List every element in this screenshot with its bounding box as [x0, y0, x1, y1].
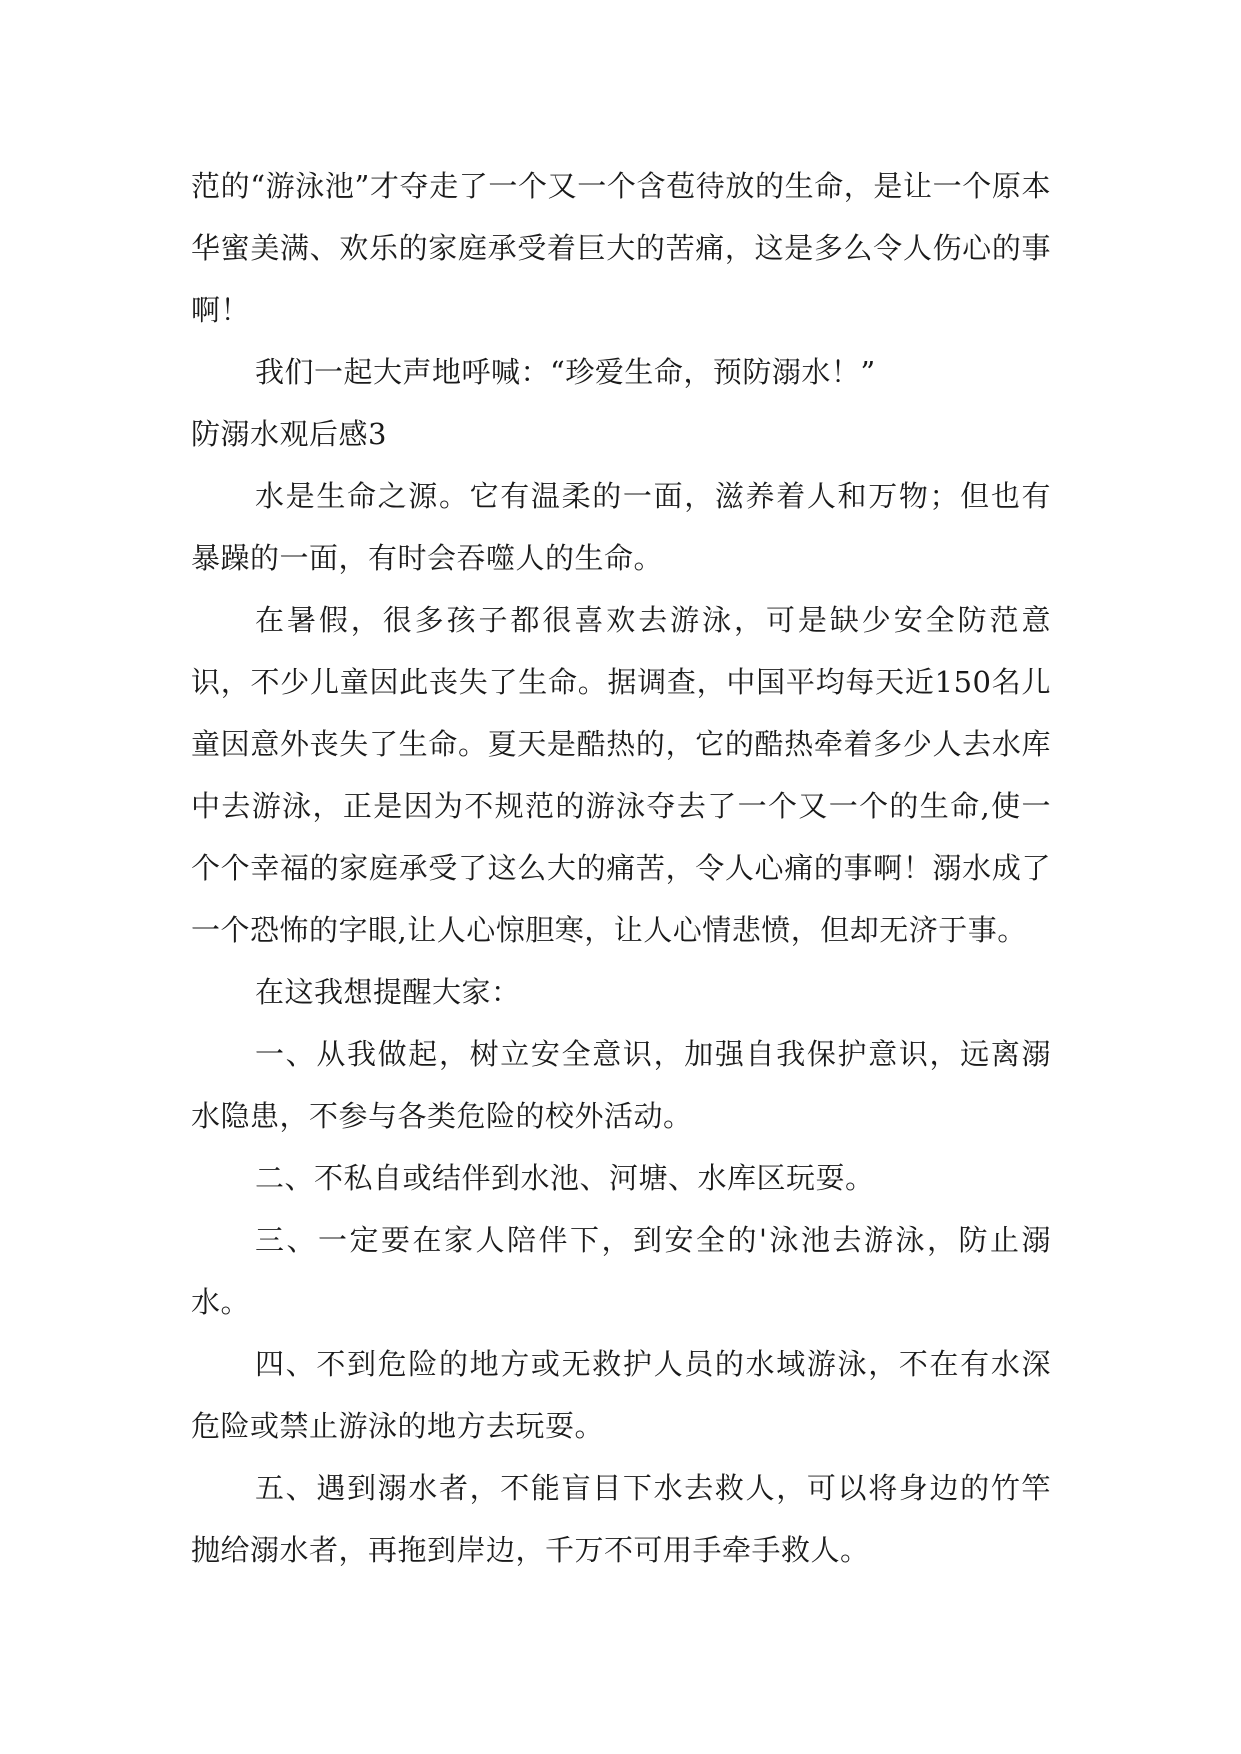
list-item-paragraph: 三、一定要在家人陪伴下，到安全的'泳池去游泳，防止溺水。: [191, 1223, 1051, 1319]
list-item-paragraph: 四、不到危险的地方或无救护人员的水域游泳，不在有水深危险或禁止游泳的地方去玩耍。: [191, 1347, 1051, 1443]
paragraph: 在这我想提醒大家：: [255, 975, 521, 1009]
list-item-paragraph: 二、不私自或结伴到水池、河塘、水库区玩耍。: [255, 1161, 875, 1195]
document-body: [191, 155, 1051, 1581]
section-heading: 防溺水观后感3: [191, 417, 387, 451]
paragraph: 水是生命之源。它有温柔的一面，滋养着人和万物；但也有暴躁的一面，有时会吞噬人的生命。: [191, 479, 1051, 575]
paragraph-continued: 范的“游泳池”才夺走了一个又一个含苞待放的生命，是让一个原本华蜜美满、欢乐的家庭承受着巨大的苦痛，这是多么令人伤心的事啊！: [191, 169, 1051, 327]
list-item-paragraph: 一、从我做起，树立安全意识，加强自我保护意识，远离溺水隐患，不参与各类危险的校外活动。: [191, 1037, 1051, 1133]
paragraph-slogan: 我们一起大声地呼喊：“珍爱生命，预防溺水！”: [255, 355, 876, 389]
list-item-paragraph: 五、遇到溺水者，不能盲目下水去救人，可以将身边的竹竿抛给溺水者，再拖到岸边，千万不可用手牵手救人。: [191, 1471, 1051, 1567]
paragraph: 在暑假，很多孩子都很喜欢去游泳，可是缺少安全防范意识，不少儿童因此丧失了生命。据调查，中国平均每天近150名儿童因意外丧失了生命。夏天是酷热的，它的酷热牵着多少人去水库中去游泳，正是因为不规范的游泳夺去了一个又一个的生命,使一个个幸福的家庭承受了这么大的痛苦，令人心痛的事啊！溺水成了一个恐怖的字眼,让人心惊胆寒，让人心情悲愤，但却无济于事。: [191, 603, 1051, 947]
